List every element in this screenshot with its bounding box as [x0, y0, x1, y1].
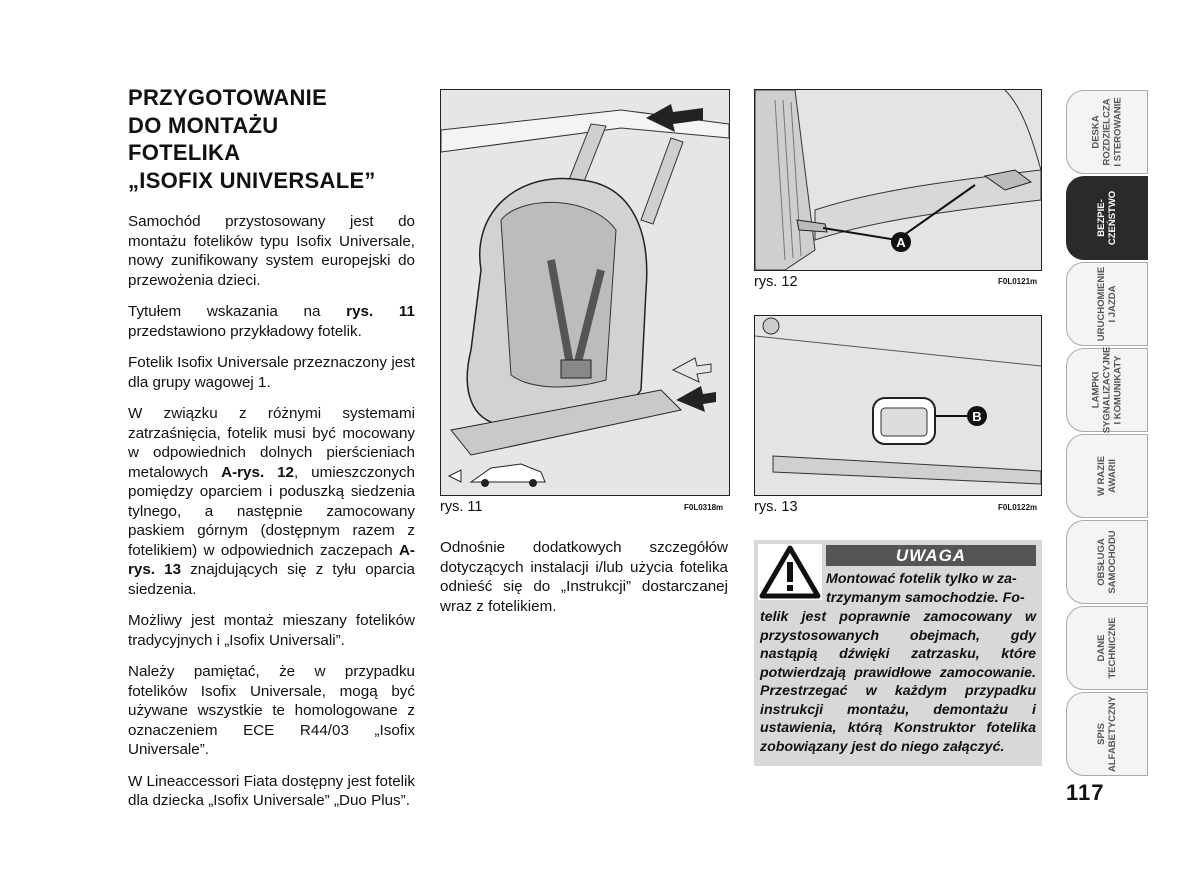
chapter-tab-label-line: BEZPIE-: [1096, 199, 1107, 237]
chapter-tab-label-line: I JAZDA: [1107, 285, 1118, 323]
heading-line-3: FOTELIKA: [128, 140, 241, 165]
heading-line-1: PRZYGOTOWANIE: [128, 85, 328, 110]
section-heading: [128, 84, 428, 194]
chapter-tab-5[interactable]: [1066, 434, 1148, 518]
chapter-tab-6[interactable]: [1066, 520, 1148, 604]
chapter-tab-label: [1096, 191, 1118, 245]
chapter-tab-7[interactable]: [1066, 606, 1148, 690]
chapter-tab-label-line: SPIS: [1096, 723, 1107, 745]
paragraph-5: Możliwy jest montaż mieszany fotelików tradycyjnych i „Isofix Universali”.: [128, 612, 415, 649]
chapter-tab-label: [1096, 617, 1118, 678]
chapter-tab-label-line: DESKA: [1090, 115, 1102, 149]
chapter-tab-1[interactable]: [1066, 90, 1148, 174]
paragraph-4: W związku z różnymi systemami zatrzaśnięcia, fotelik musi być mocowany w odpowiednich dolnych pierścieniach metalowych A-rys. 12, umieszczonych pomiędzy oparciem i poduszką siedzenia tylnego, a następnie zamocowany paskiem górnym (dostępnym razem z fotelikiem) w odpowiednich zaczepach A-rys. 13 znajdujących się z tyłu oparcia siedzenia.: [128, 405, 416, 598]
warning-triangle-icon: [758, 544, 822, 600]
chapter-tab-8[interactable]: [1066, 692, 1148, 776]
chapter-tab-label-line: I KOMUNIKATY: [1112, 355, 1124, 425]
left-column-text: [128, 212, 415, 823]
warning-title: UWAGA: [826, 545, 1036, 566]
figure-12-isofix-rings: [754, 89, 1042, 271]
chapter-tab-2[interactable]: [1066, 176, 1148, 260]
chapter-tab-label-line: TECHNICZNE: [1107, 617, 1118, 679]
paragraph-7: W Lineaccessori Fiata dostępny jest fotelik dla dziecka „Isofix Universale” „Duo Plus”.: [128, 772, 416, 809]
chapter-tab-label-line: URUCHOMIENIE: [1096, 266, 1107, 342]
chapter-tab-label-line: SAMOCHODU: [1107, 530, 1118, 594]
paragraph-3: Fotelik Isofix Universale przeznaczony jest dla grupy wagowej 1.: [128, 354, 415, 391]
warning-text-line-1: Montować fotelik tylko w za-: [826, 571, 1017, 587]
chapter-tab-label: [1096, 456, 1118, 496]
figure-13-caption: rys. 13: [754, 499, 798, 515]
figure-11-code: F0L0318m: [684, 503, 724, 512]
chapter-tab-label-line: CZEŃSTWO: [1107, 190, 1118, 246]
svg-text:A: A: [896, 235, 906, 250]
figure-13-code: F0L0122m: [998, 503, 1038, 512]
svg-text:B: B: [972, 409, 982, 424]
chapter-tab-label: [1091, 97, 1124, 166]
middle-column-text: [440, 538, 728, 628]
chapter-tab-label-line: AWARII: [1107, 459, 1118, 493]
heading-line-2: DO MONTAŻU: [128, 112, 279, 138]
figure-12-code: F0L0121m: [998, 277, 1038, 286]
warning-text-line-2: trzymanym samochodzie. Fo-: [826, 590, 1025, 606]
chapter-tab-4[interactable]: [1066, 348, 1148, 432]
chapter-tab-label-line: ALFABETYCZNY: [1107, 696, 1118, 772]
paragraph-6: Należy pamiętać, że w przypadku fotelików Isofix Universale, mogą być używane wszystkie te homologowane z oznaczeniem ECE R44/03 „Isofix Universale”.: [128, 663, 415, 758]
figure-11-child-seat: [440, 89, 730, 496]
paragraph-2: Tytułem wskazania na rys. 11 przedstawiono przykładowy fotelik.: [128, 303, 415, 340]
chapter-tab-label: [1096, 530, 1118, 593]
page-number: 117: [1066, 780, 1105, 805]
figure-13-anchor: [754, 315, 1042, 496]
warning-body: telik jest poprawnie zamocowany w przystosowanych obejmach, gdy nastąpią dźwięki zatrzasku, które potwierdzają prawidłowe zamocowanie. Przestrzegać w każdym przypadku instrukcji montażu, demontażu i ustawienia, którą Konstruktor fotelika zobowiązany jest do niego załączyć.: [760, 609, 1036, 755]
middle-paragraph-1: Odnośnie dodatkowych szczegółów dotyczących instalacji i/lub użycia fotelika odnieść się do „Instrukcji” dostarczanej wraz z fotelikiem.: [440, 539, 728, 615]
figure-11-caption: rys. 11: [440, 499, 483, 515]
chapter-tab-label-line: ROZDZIELCZA: [1101, 98, 1113, 166]
chapter-tab-label-line: LAMPKI: [1090, 371, 1102, 409]
chapter-tab-label-line: OBSŁUGA: [1096, 538, 1107, 586]
chapter-tab-label: [1096, 267, 1118, 341]
chapter-tab-label: [1096, 696, 1118, 772]
paragraph-1: Samochód przystosowany jest do montażu fotelików typu Isofix Universale, nowy zunifikowany system europejski do przewożenia dzieci.: [128, 213, 415, 289]
heading-line-4: „ISOFIX UNIVERSALE”: [128, 167, 376, 193]
figure-12-caption: rys. 12: [754, 274, 798, 290]
chapter-tab-label: [1091, 347, 1124, 434]
chapter-tab-label-line: DANE: [1096, 634, 1107, 662]
chapter-tab-label-line: W RAZIE: [1096, 455, 1107, 497]
chapter-tab-label-line: I STEROWANIE: [1112, 97, 1124, 167]
chapter-tab-label-line: SYGNALIZACYJNE: [1101, 346, 1113, 434]
chapter-tab-3[interactable]: [1066, 262, 1148, 346]
